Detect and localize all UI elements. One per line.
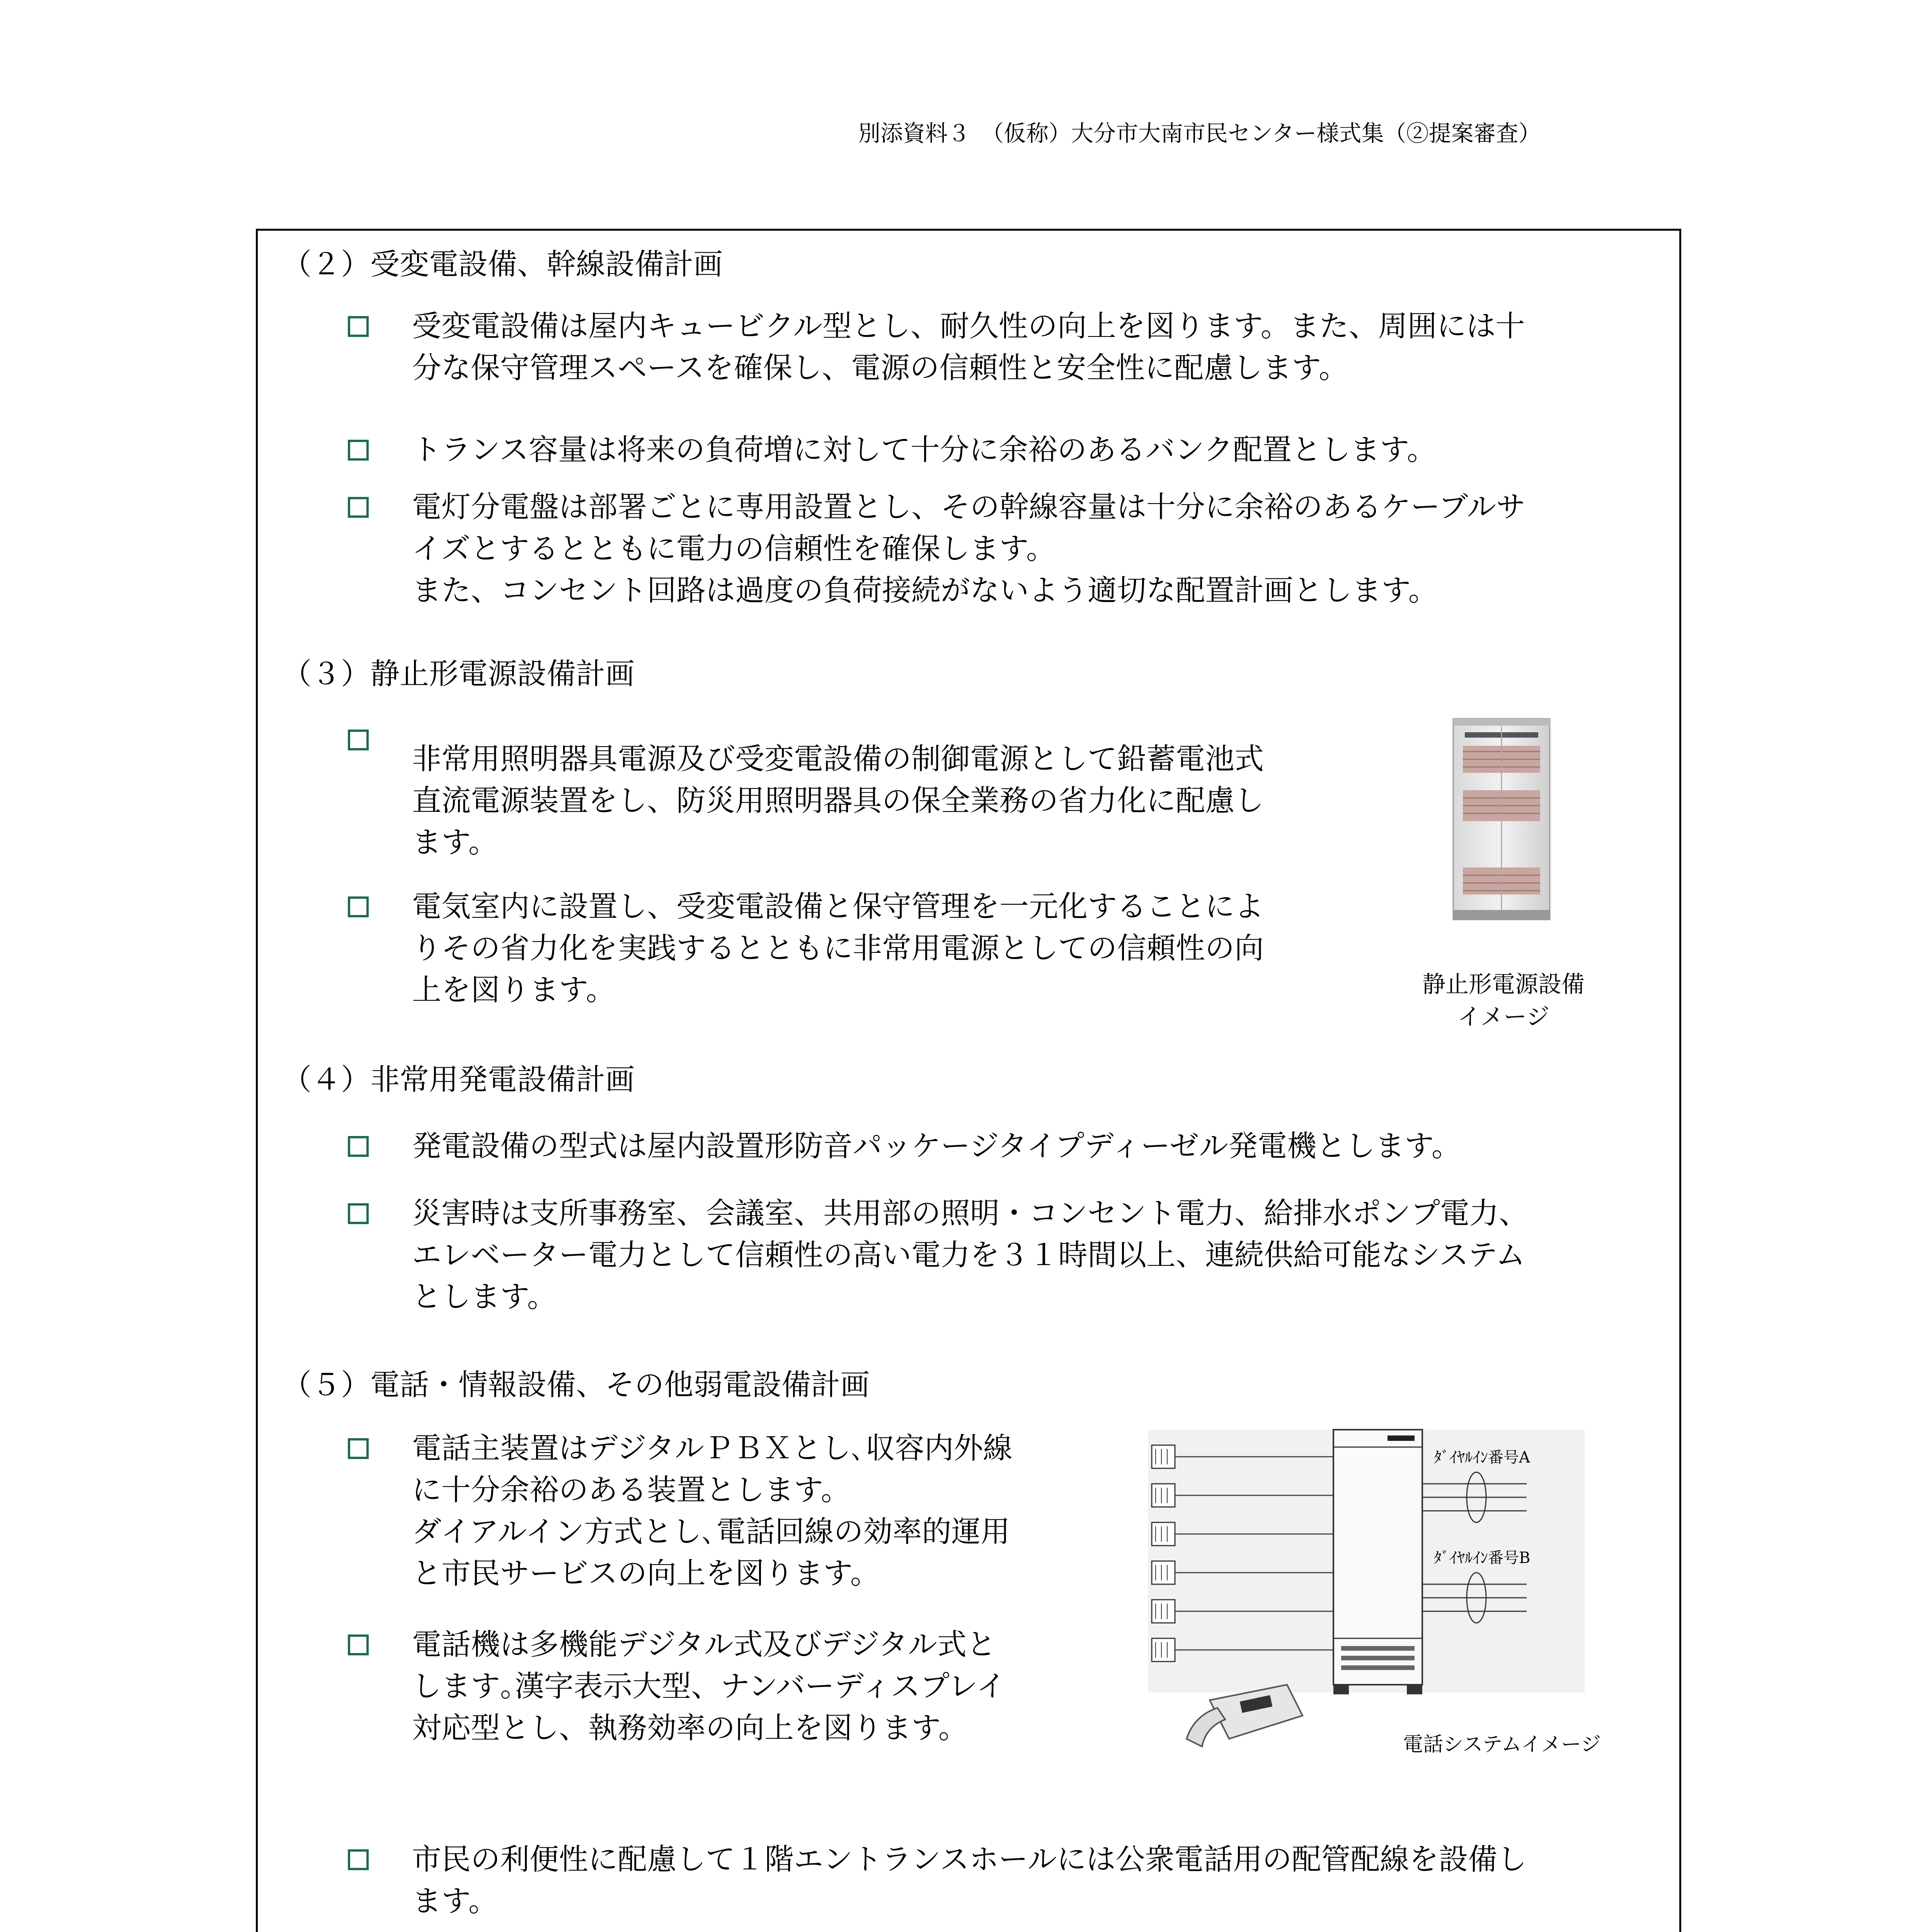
checkbox-icon <box>348 896 369 917</box>
checkbox-icon <box>348 316 369 337</box>
item-2-2 <box>412 429 1436 471</box>
text-line: 災害時は支所事務室、会議室、共用部の照明・コンセント電力、給排水ポンプ電力、 <box>412 1196 1528 1230</box>
static-power-supply-image <box>1445 715 1561 931</box>
telephone-system-diagram <box>1140 1422 1643 1762</box>
dial-in-label-b: ﾀﾞｲﾔﾙｲﾝ番号B <box>1434 1549 1531 1567</box>
item-5-1 <box>412 1427 1012 1594</box>
text-line: りその省力化を実践するとともに非常用電源としての信頼性の向 <box>412 931 1264 965</box>
item-3-1 <box>412 738 1264 863</box>
section-heading-3: （３）静止形電源設備計画 <box>282 656 635 691</box>
checkbox-icon <box>348 1136 369 1157</box>
dial-in-label-a: ﾀﾞｲﾔﾙｲﾝ番号A <box>1434 1449 1530 1466</box>
checkbox-icon <box>348 1634 369 1655</box>
checkbox-icon <box>348 497 369 518</box>
checkbox-icon <box>348 730 369 750</box>
text-line: ます。 <box>412 1884 498 1918</box>
text-line: イズとするとともに電力の信頼性を確保します。 <box>412 531 1056 566</box>
caption-line: 静止形電源設備 <box>1422 971 1585 998</box>
section-heading-2: （２）受変電設備、幹線設備計画 <box>282 247 723 281</box>
text-line: と市民サービスの向上を図ります。 <box>412 1556 880 1590</box>
checkbox-icon <box>348 1849 369 1870</box>
text-line: とします。 <box>412 1279 557 1314</box>
text-line: 電話主装置はデジタルＰＢＸとし､収容内外線 <box>412 1431 1013 1465</box>
text-line: また、コンセント回路は過度の負荷接続がないよう適切な配置計画とします。 <box>412 573 1438 607</box>
document-header: 別添資料３ （仮称）大分市大南市民センター様式集（②提案審査） <box>858 120 1541 146</box>
text-line: します｡漢字表示大型、ナンバーディスプレイ <box>412 1669 1006 1703</box>
text-line: 分な保守管理スペースを確保し、電源の信頼性と安全性に配慮します。 <box>412 350 1348 385</box>
checkbox-icon <box>348 440 369 461</box>
telephone-icon <box>1187 1685 1302 1747</box>
item-2-3 <box>412 486 1525 611</box>
text-line: トランス容量は将来の負荷増に対して十分に余裕のあるバンク配置とします。 <box>412 432 1437 467</box>
text-line: ます。 <box>412 825 498 859</box>
figure-caption-telephone: 電話システムイメージ <box>1403 1733 1601 1756</box>
item-4-1 <box>412 1125 1461 1167</box>
text-line: ダイアルイン方式とし､電話回線の効率的運用 <box>412 1514 1010 1549</box>
text-line: 電話機は多機能デジタル式及びデジタル式と <box>412 1627 996 1662</box>
item-3-2 <box>412 886 1264 1011</box>
text-line: エレベーター電力として信頼性の高い電力を３１時間以上、連続供給可能なシステム <box>412 1238 1525 1272</box>
section-heading-4: （４）非常用発電設備計画 <box>282 1062 635 1097</box>
item-5-3 <box>412 1838 1527 1922</box>
text-line: 非常用照明器具電源及び受変電設備の制御電源として鉛蓄電池式 <box>412 742 1264 776</box>
checkbox-icon <box>348 1203 369 1224</box>
section-heading-5: （５）電話・情報設備、その他弱電設備計画 <box>282 1367 870 1402</box>
caption-line: イメージ <box>1457 1003 1550 1031</box>
text-line: 発電設備の型式は屋内設置形防音パッケージタイプディーゼル発電機とします。 <box>412 1129 1461 1163</box>
text-line: 電灯分電盤は部署ごとに専用設置とし、その幹線容量は十分に余裕のあるケーブルサ <box>412 490 1526 524</box>
text-line: 上を図ります。 <box>412 973 615 1007</box>
item-4-2 <box>412 1192 1528 1318</box>
text-line: 電気室内に設置し、受変電設備と保守管理を一元化することによ <box>412 889 1264 923</box>
checkbox-icon <box>348 1438 369 1459</box>
text-line: 市民の利便性に配慮して１階エントランスホールには公衆電話用の配管配線を設備し <box>412 1842 1527 1876</box>
figure-caption-static-power <box>1391 968 1616 1033</box>
text-line: 受変電設備は屋内キュービクル型とし、耐久性の向上を図ります。また、周囲には十 <box>412 309 1525 343</box>
text-line: 対応型とし、執務効率の向上を図ります。 <box>412 1711 968 1745</box>
text-line: に十分余裕のある装置とします。 <box>412 1473 850 1507</box>
text-line: 直流電源装置をし、防災用照明器具の保全業務の省力化に配慮し <box>412 783 1264 818</box>
item-2-1 <box>412 305 1525 389</box>
item-5-2 <box>412 1624 1006 1749</box>
